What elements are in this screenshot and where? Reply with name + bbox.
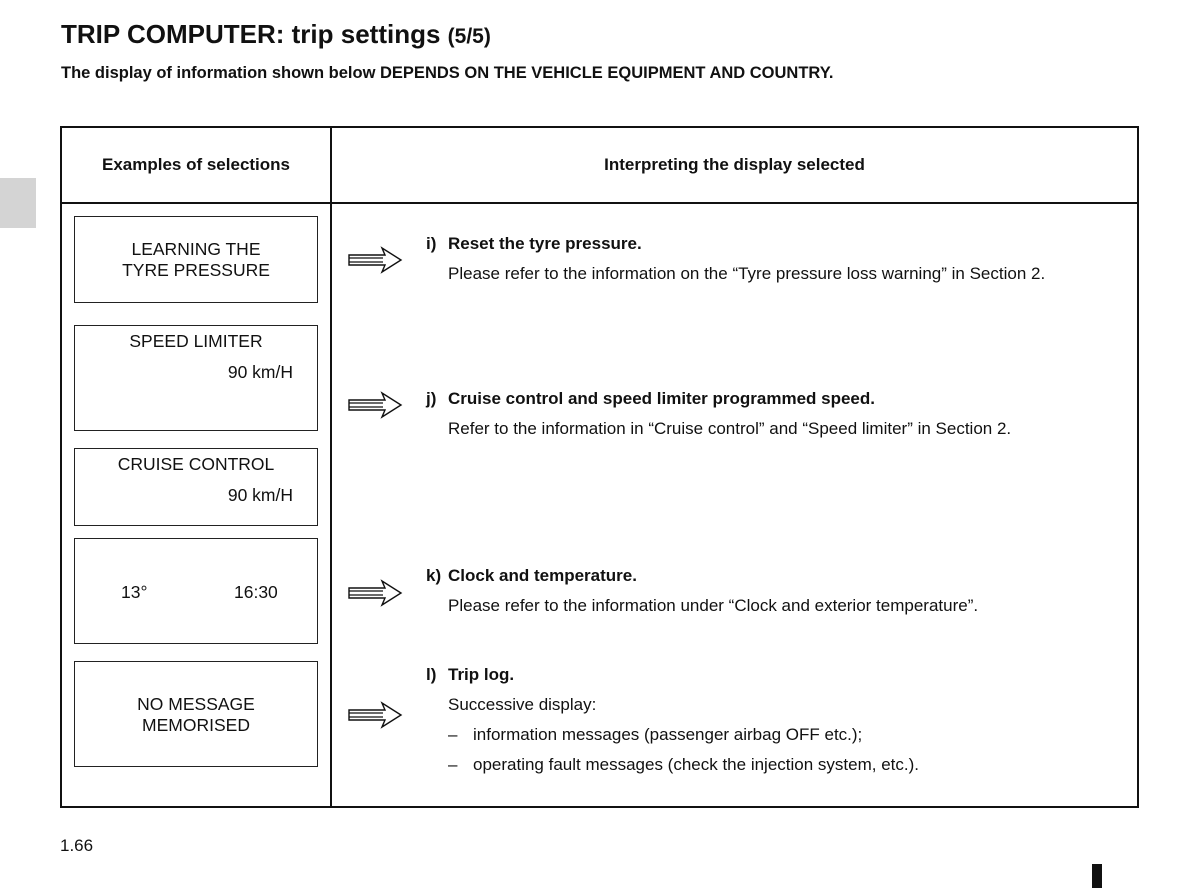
entry-letter: k) (426, 566, 442, 585)
screen-line: TYRE PRESSURE (122, 260, 270, 280)
entry-k (426, 566, 979, 615)
screen-speed-value: 90 km/H (227, 485, 293, 505)
section-side-tab (0, 178, 36, 228)
entry-letter: l) (426, 665, 437, 684)
display-screen-cruise-control (74, 448, 318, 526)
entry-j (426, 389, 1012, 438)
screen-line: SPEED LIMITER (129, 331, 263, 351)
column-divider (330, 128, 332, 806)
list-item (448, 755, 919, 775)
screen-line: NO MESSAGE (137, 694, 255, 714)
double-outline-arrow-icon (347, 579, 403, 607)
double-outline-arrow-icon (347, 246, 403, 274)
entry-l (426, 665, 919, 774)
page-edge-mark (1092, 864, 1102, 888)
entry-body: Successive display: (448, 695, 597, 714)
display-screen-no-message (74, 661, 318, 767)
page-title (61, 19, 491, 50)
entry-heading (426, 665, 514, 685)
header-divider (62, 202, 1137, 204)
display-screen-clock (74, 538, 318, 644)
entry-title: Clock and temperature. (448, 566, 637, 585)
entry-body: Refer to the information in “Cruise control” and “Speed limiter” in Section 2. (448, 419, 1012, 438)
entry-letter: i) (426, 234, 437, 253)
screen-line: LEARNING THE (131, 239, 261, 259)
entry-title: Reset the tyre pressure. (448, 234, 642, 253)
page-title-suffix: (5/5) (447, 25, 491, 48)
display-screen-tyre-pressure (74, 216, 318, 303)
page-title-main: TRIP COMPUTER: trip settings (61, 19, 441, 49)
list-dash: – (448, 755, 458, 774)
entry-title: Cruise control and speed limiter programmed speed. (448, 389, 875, 408)
entry-i (426, 234, 1046, 283)
double-outline-arrow-icon (347, 701, 403, 729)
entry-body: Please refer to the information under “Clock and exterior temperature”. (448, 596, 979, 615)
screen-line: CRUISE CONTROL (117, 454, 275, 474)
page-subtitle: The display of information shown below DEPENDS ON THE VEHICLE EQUIPMENT AND COUNTRY. (61, 64, 834, 82)
list-item-text: operating fault messages (check the injection system, etc.). (473, 755, 919, 774)
list-dash: – (448, 725, 458, 744)
column-header-interpretation: Interpreting the display selected (604, 155, 865, 174)
entry-heading (426, 389, 875, 409)
screen-time: 16:30 (234, 582, 278, 602)
entry-heading (426, 566, 637, 586)
page-number: 1.66 (60, 836, 94, 855)
screen-line: MEMORISED (142, 715, 250, 735)
entry-letter: j) (426, 389, 437, 408)
settings-table (60, 126, 1139, 808)
list-item (448, 725, 862, 745)
entry-title: Trip log. (448, 665, 515, 684)
double-outline-arrow-icon (347, 391, 403, 419)
display-screen-speed-limiter (74, 325, 318, 431)
entry-body: Please refer to the information on the “Tyre pressure loss warning” in Section 2. (448, 264, 1046, 283)
screen-temperature: 13° (121, 582, 148, 602)
screen-speed-value: 90 km/H (227, 362, 293, 382)
entry-heading (426, 234, 642, 254)
column-header-examples: Examples of selections (101, 155, 291, 174)
list-item-text: information messages (passenger airbag OFF etc.); (473, 725, 863, 744)
